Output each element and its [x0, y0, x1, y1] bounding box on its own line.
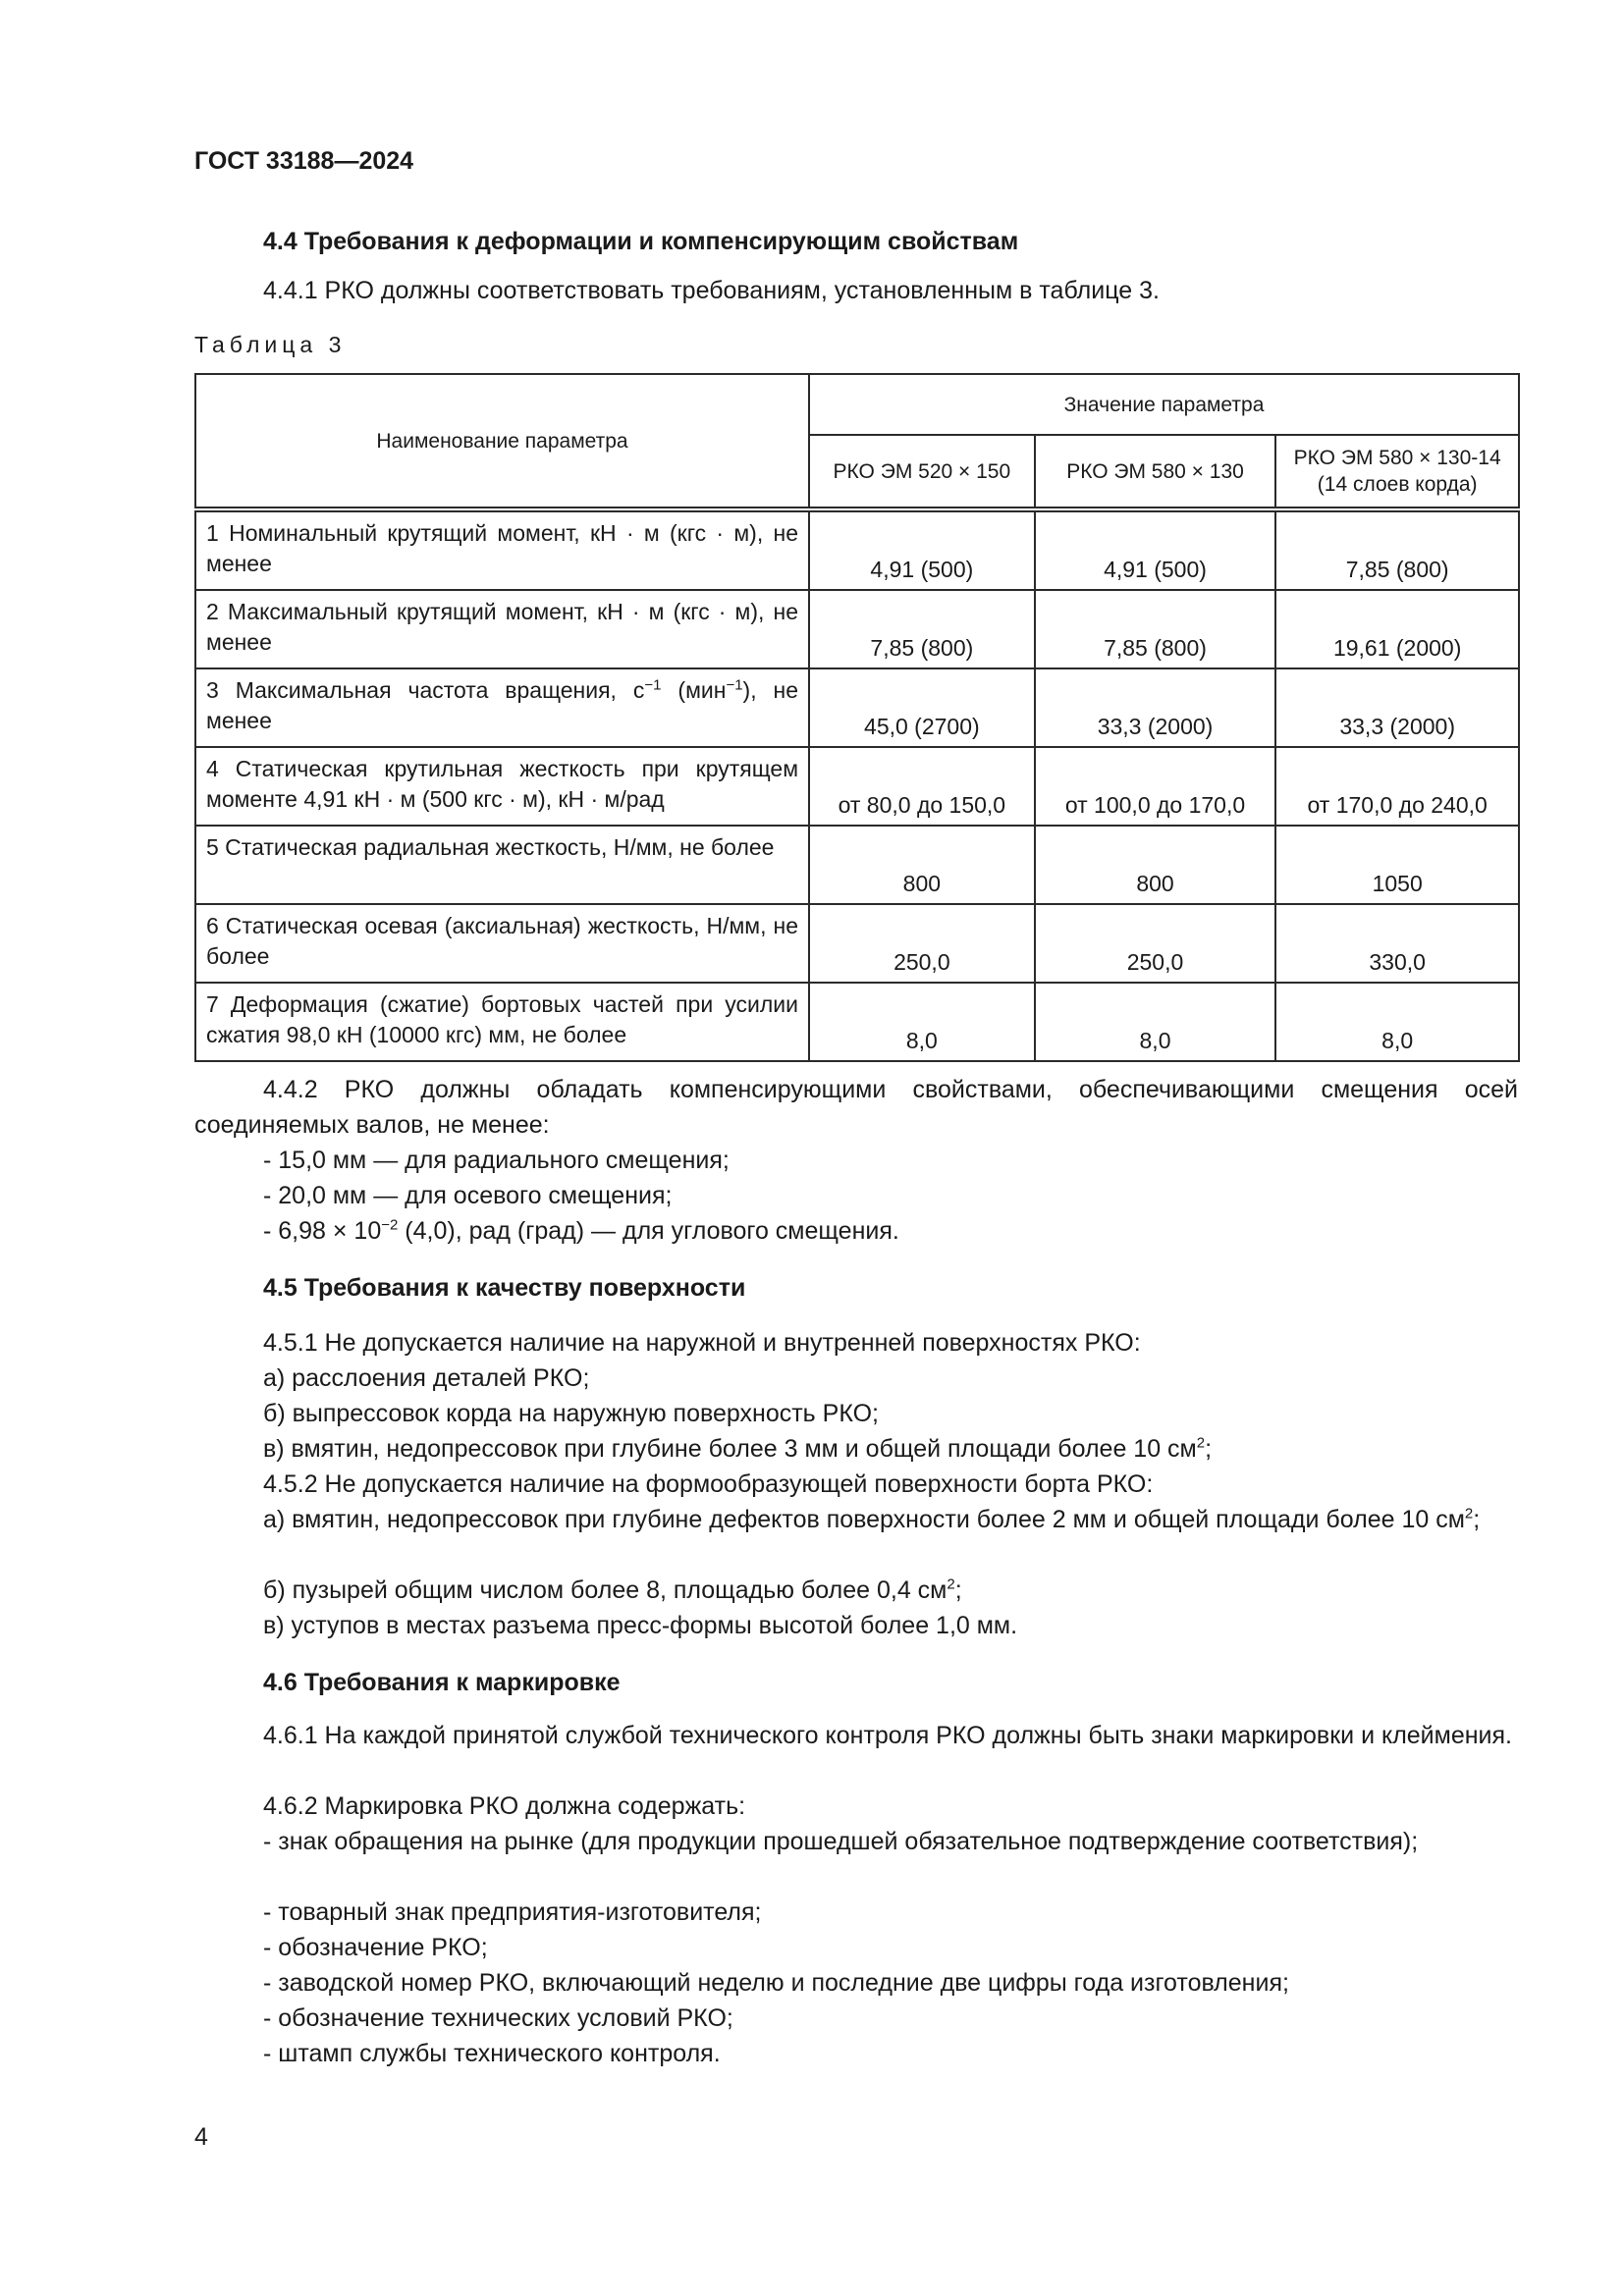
section-4-5-title: 4.5 Требования к качеству поверхности	[263, 1274, 746, 1302]
column-header: РКО ЭМ 520 × 150	[809, 435, 1035, 509]
table-row	[195, 904, 1519, 983]
paragraph-4-4-1: 4.4.1 РКО должны соответствовать требованиям, установленным в таблице 3.	[263, 277, 1160, 304]
table-row	[195, 826, 1519, 904]
list-item: б) пузырей общим числом более 8, площадью более 0,4 $см^2$;	[263, 1575, 962, 1604]
row-value: 33,3 (2000)	[1035, 668, 1276, 747]
list-item: - товарный знак предприятия-изготовителя;	[263, 1898, 762, 1926]
list-item: - обозначение технических условий РКО;	[263, 2004, 733, 2032]
row-param-name: 6 Статическая осевая (аксиальная) жесткость, Н/мм, не более	[195, 904, 809, 983]
row-param-name: 5 Статическая радиальная жесткость, Н/мм, не более	[195, 826, 809, 904]
list-item: в) уступов в местах разъема пресс-формы высотой более 1,0 мм.	[263, 1612, 1018, 1639]
row-value: 8,0	[1275, 983, 1519, 1061]
column-header-note: (14 слоев корда)	[1317, 473, 1478, 496]
list-item: б) выпрессовок корда на наружную поверхность РКО;	[263, 1400, 879, 1427]
row-value: от 170,0 до 240,0	[1275, 747, 1519, 826]
column-header-model: РКО ЭМ 580 × 130-14	[1293, 447, 1501, 469]
row-value: 45,0 (2700)	[809, 668, 1035, 747]
list-item: - 15,0 мм — для радиального смещения;	[263, 1147, 730, 1174]
list-item: - заводской номер РКО, включающий неделю и последние две цифры года изготовления;	[263, 1969, 1289, 1997]
paragraph-4-5-1: 4.5.1 Не допускается наличие на наружной и внутренней поверхностях РКО:	[263, 1329, 1141, 1357]
row-value: 250,0	[1035, 904, 1276, 983]
list-item: - обозначение РКО;	[263, 1934, 488, 1961]
param-name-header: Наименование параметра	[195, 374, 809, 509]
paragraph-4-5-2: 4.5.2 Не допускается наличие на формообразующей поверхности борта РКО:	[263, 1470, 1154, 1498]
section-4-4-title: 4.4 Требования к деформации и компенсирующим свойствам	[263, 228, 1019, 255]
table-row	[195, 747, 1519, 826]
param-value-header: Значение параметра	[809, 374, 1519, 435]
row-value: от 100,0 до 170,0	[1035, 747, 1276, 826]
list-item: в) вмятин, недопрессовок при глубине более 3 мм и общей площади более 10 $см^2$;	[263, 1434, 1213, 1463]
list-item: а) вмятин, недопрессовок при глубине дефектов поверхности более 2 мм и общей площади более 10 $см^2$;	[263, 1505, 1481, 1533]
table-row	[195, 509, 1519, 590]
column-header	[1275, 435, 1519, 509]
row-param-name: 1 Номинальный крутящий момент, кН · м (кгс · м), не менее	[195, 509, 809, 590]
list-item: - 20,0 мм — для осевого смещения;	[263, 1182, 673, 1209]
row-param-name: 2 Максимальный крутящий момент, кН · м (кгс · м), не менее	[195, 590, 809, 668]
list-item: - штамп службы технического контроля.	[263, 2040, 721, 2067]
list-item: - $6,98 \times 10^{-2}$ (4,0), рад (град) — для углового смещения.	[263, 1216, 899, 1245]
row-value: 8,0	[1035, 983, 1276, 1061]
row-value: 7,85 (800)	[809, 590, 1035, 668]
list-item: - знак обращения на рынке (для продукции прошедшей обязательное подтверждение соответствия);	[263, 1828, 1419, 1855]
table-row	[195, 983, 1519, 1061]
row-value: 800	[1035, 826, 1276, 904]
document-code: ГОСТ 33188—2024	[194, 147, 414, 175]
row-value: 7,85 (800)	[1035, 590, 1276, 668]
section-4-6-title: 4.6 Требования к маркировке	[263, 1669, 621, 1696]
row-param-name: 7 Деформация (сжатие) бортовых частей при усилии сжатия 98,0 кН (10000 кгс) мм, не более	[195, 983, 809, 1061]
row-value: 7,85 (800)	[1275, 509, 1519, 590]
row-value: 8,0	[809, 983, 1035, 1061]
table-row	[195, 590, 1519, 668]
row-value: 330,0	[1275, 904, 1519, 983]
table-3	[194, 373, 1520, 1062]
row-value: 1050	[1275, 826, 1519, 904]
table-row	[195, 668, 1519, 747]
row-param-name: 4 Статическая крутильная жесткость при крутящем моменте 4,91 кН · м (500 кгс · м), кН · м/рад	[195, 747, 809, 826]
table-caption: Таблица 3	[194, 332, 347, 357]
paragraph-4-6-2: 4.6.2 Маркировка РКО должна содержать:	[263, 1792, 746, 1820]
page-number: 4	[194, 2123, 208, 2151]
column-header: РКО ЭМ 580 × 130	[1035, 435, 1276, 509]
list-item: а) расслоения деталей РКО;	[263, 1364, 590, 1392]
row-value: 250,0	[809, 904, 1035, 983]
row-value: от 80,0 до 150,0	[809, 747, 1035, 826]
row-value: 4,91 (500)	[1035, 509, 1276, 590]
row-value: 33,3 (2000)	[1275, 668, 1519, 747]
row-value: 19,61 (2000)	[1275, 590, 1519, 668]
row-value: 800	[809, 826, 1035, 904]
row-param-name: 3 Максимальная частота вращения, $с^{-1}$ (мин$^{-1}$), не менее	[195, 668, 809, 747]
row-value: 4,91 (500)	[809, 509, 1035, 590]
paragraph-4-4-2: 4.4.2 РКО должны обладать компенсирующими свойствами, обеспечивающими смещения осей соединяемых валов, не менее:	[194, 1076, 1518, 1139]
paragraph-4-6-1: 4.6.1 На каждой принятой службой технического контроля РКО должны быть знаки маркировки и клеймения.	[263, 1722, 1512, 1749]
